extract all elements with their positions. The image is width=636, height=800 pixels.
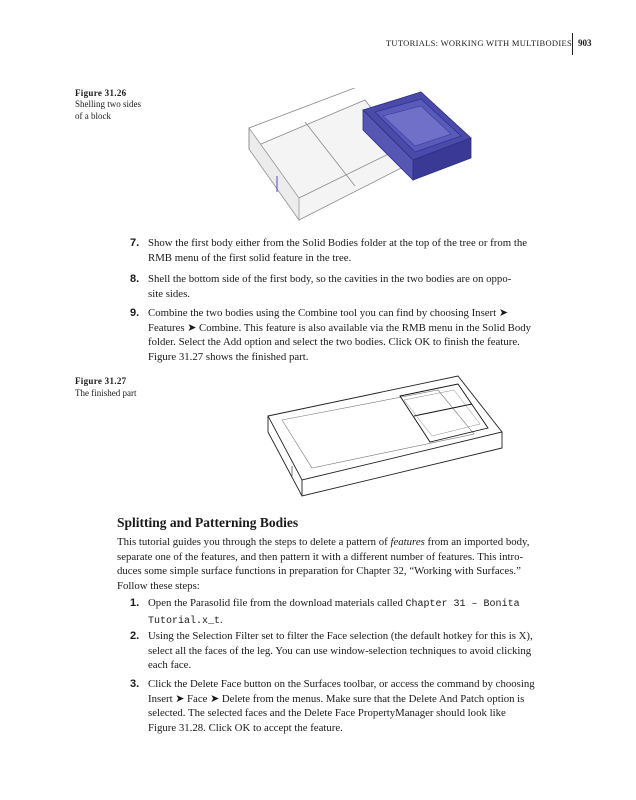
figure-shelled-block	[245, 88, 480, 228]
section-heading: Splitting and Patterning Bodies	[117, 515, 299, 530]
step-text-line: Insert ➤ Face ➤ Delete from the menus. Make sure that the Delete And Patch option is	[148, 692, 525, 705]
step-8	[130, 272, 575, 301]
step-number: 9.	[130, 307, 140, 319]
step-3	[130, 677, 575, 735]
step-text-line: Figure 31.27 shows the finished part.	[148, 350, 309, 363]
step-text-line	[148, 613, 575, 630]
text-run: This tutorial guides you through the steps to delete a pattern of	[117, 536, 391, 548]
step-9	[130, 306, 575, 364]
step-text-line: Shell the bottom side of the first body, so the cavities in the two bodies are on oppo-	[148, 273, 512, 285]
step-text-line: folder. Select the Add option and select the two bodies. Click OK to finish the feature.	[148, 336, 520, 349]
code-text: Tutorial.x_t	[148, 615, 221, 627]
step-text-line: Figure 31.28. Click OK to accept the feature.	[148, 721, 343, 734]
step-text-line: each face.	[148, 659, 192, 672]
paragraph-line	[117, 535, 575, 550]
paragraph-line: Follow these steps:	[117, 579, 200, 592]
text-run: .	[220, 613, 223, 626]
intro-paragraph	[117, 535, 575, 593]
step-number: 2.	[130, 630, 140, 642]
step-text-line: Combine the two bodies using the Combine tool you can find by choosing Insert ➤	[148, 307, 508, 319]
figure-label: Figure 31.27	[75, 376, 127, 386]
caption-line: The finished part	[75, 388, 137, 398]
paragraph-line: separate one of the features, and then pattern it with a different number of features. This intro-	[117, 550, 524, 563]
step-text-line: Features ➤ Combine. This feature is also available via the RMB menu in the Solid Body	[148, 321, 532, 334]
text-run: from an imported body,	[424, 536, 530, 548]
step-text-line: select all the faces of the leg. You can use window-selection techniques to avoid clicking	[148, 644, 532, 657]
page-number: 903	[578, 38, 592, 48]
step-number: 3.	[130, 678, 140, 690]
header-divider	[572, 33, 573, 55]
paragraph-line: duces some simple surface functions in preparation for Chapter 32, “Working with Surfaces.”	[117, 565, 521, 578]
figure-caption	[75, 387, 136, 399]
figure-finished-part	[262, 372, 512, 504]
step-number: 7.	[130, 237, 140, 249]
caption-line: of a block	[75, 111, 111, 121]
step-text-line	[148, 596, 575, 613]
step-text-line: Using the Selection Filter set to filter the Face selection (the default hotkey for this is X),	[148, 630, 533, 642]
text-run: Open the Parasolid file from the download materials called	[148, 597, 406, 609]
step-text-line: Click the Delete Face button on the Surfaces toolbar, or access the command by choosing	[148, 678, 535, 690]
code-text: Chapter 31 – Bonita	[405, 599, 520, 610]
step-1	[130, 596, 575, 629]
emphasized-word: features	[390, 536, 425, 548]
step-number: 1.	[130, 597, 140, 609]
step-text-line: Show the first body either from the Solid Bodies folder at the top of the tree or from the	[148, 237, 528, 249]
figure-label: Figure 31.26	[75, 88, 127, 98]
running-header-title: TUTORIALS: WORKING WITH MULTIBODIES	[385, 38, 572, 48]
step-number: 8.	[130, 273, 140, 285]
figure-caption	[75, 98, 141, 122]
caption-line: Shelling two sides	[75, 99, 142, 109]
step-2	[130, 629, 575, 673]
step-text-line: selected. The selected faces and the Delete Face PropertyManager should look like	[148, 707, 506, 720]
step-7	[130, 236, 575, 265]
step-text-line: site sides.	[148, 287, 190, 300]
step-text-line: RMB menu of the first solid feature in the tree.	[148, 251, 352, 264]
